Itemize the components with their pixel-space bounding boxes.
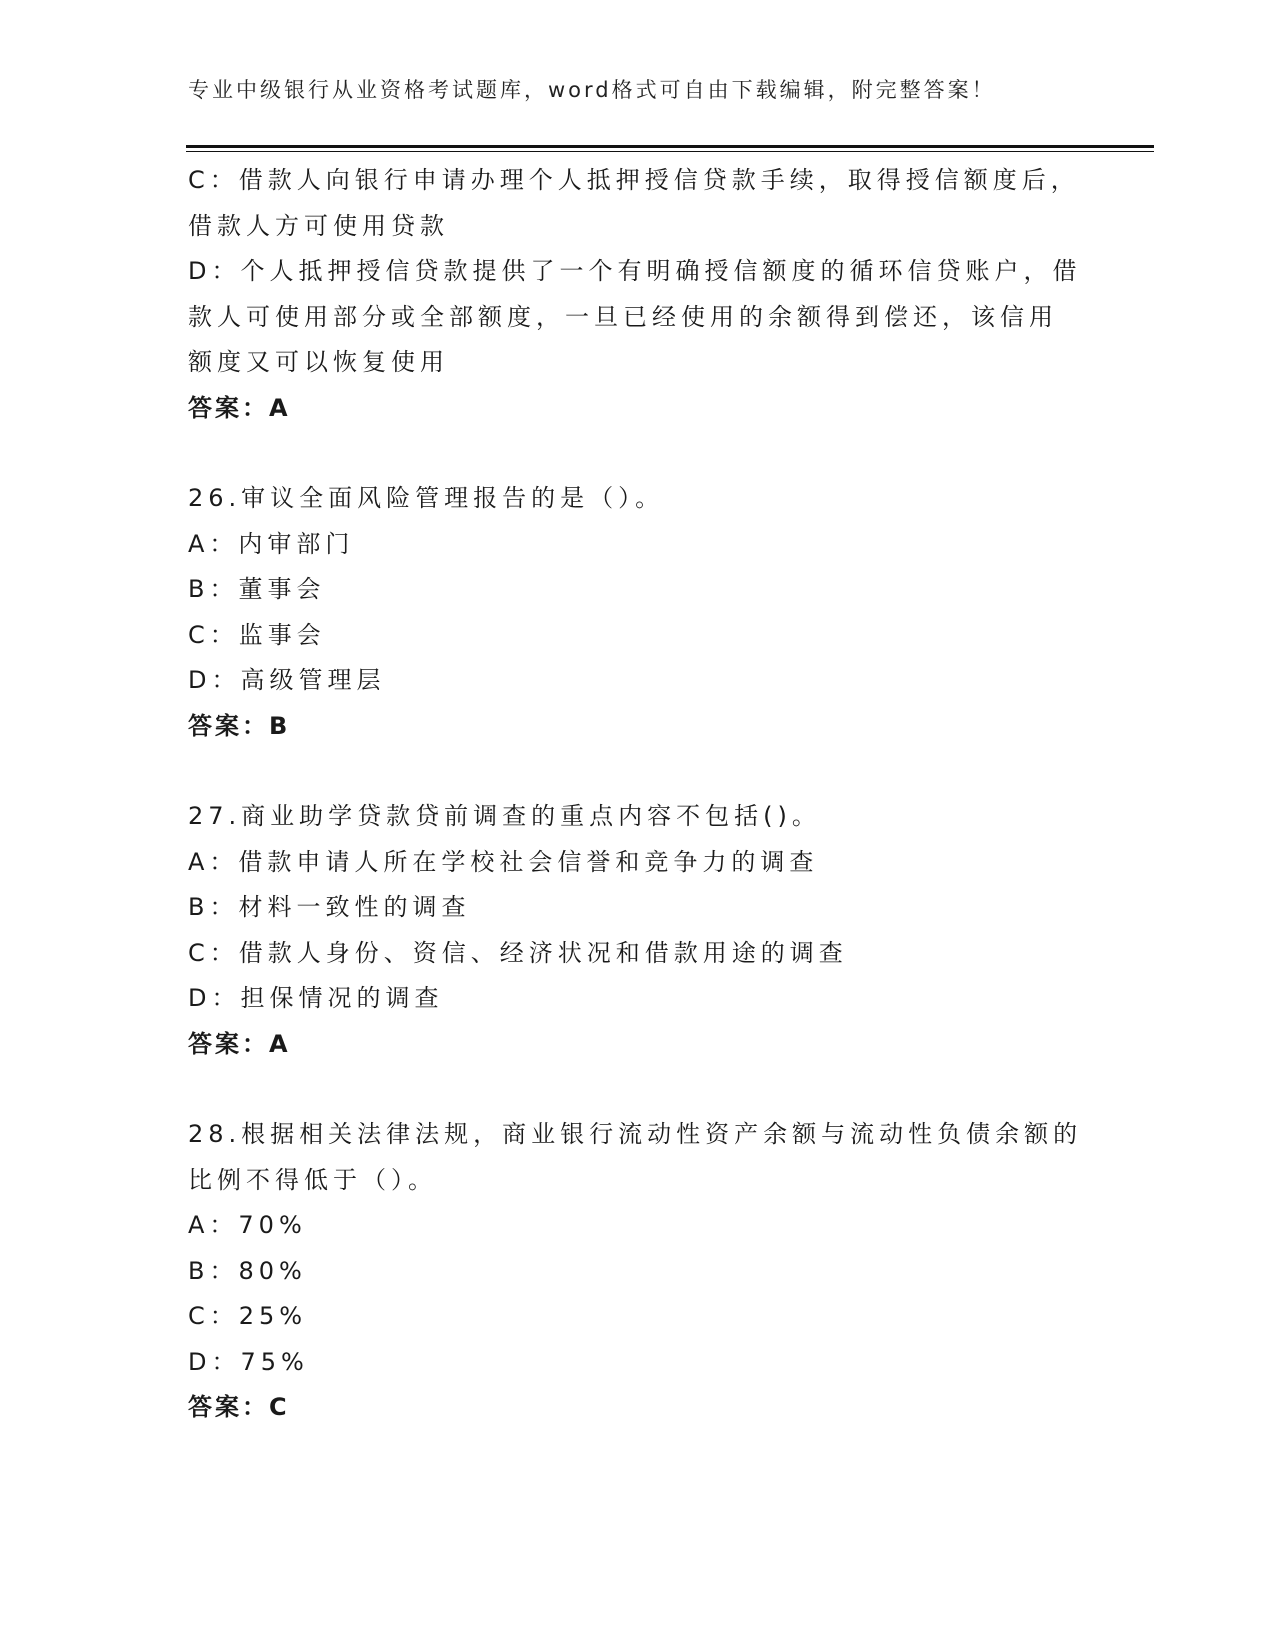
option-c: C：25%: [188, 1302, 308, 1330]
continued-question: [188, 158, 1088, 431]
option-a: A：70%: [188, 1211, 307, 1239]
option-d: D：高级管理层: [188, 666, 386, 694]
question-stem: 比例不得低于（）。: [188, 1165, 437, 1194]
answer: 答案：A: [188, 1029, 291, 1058]
option-b: B：材料一致性的调查: [188, 893, 471, 921]
question-26: [188, 476, 1088, 749]
question-stem: 28.根据相关法律法规，商业银行流动性资产余额与流动性负债余额的: [188, 1120, 1083, 1148]
option-a: A：借款申请人所在学校社会信誉和竞争力的调查: [188, 847, 819, 876]
question-stem: 27.商业助学贷款贷前调查的重点内容不包括()。: [188, 802, 821, 830]
option-c: C：借款人身份、资信、经济状况和借款用途的调查: [188, 938, 848, 967]
option-c-line: 借款人方可使用贷款: [188, 211, 449, 240]
page-header: 专业中级银行从业资格考试题库，word格式可自由下载编辑，附完整答案！: [188, 78, 996, 102]
answer: 答案：A: [188, 393, 291, 422]
header-rule-thin: [186, 151, 1154, 152]
question-stem: 26.审议全面风险管理报告的是（）。: [188, 484, 665, 512]
document-body: [188, 158, 1088, 1431]
answer: 答案：C: [188, 1393, 290, 1421]
answer: 答案：B: [188, 711, 291, 740]
option-b: B：80%: [188, 1256, 307, 1285]
option-d: D：75%: [188, 1347, 309, 1376]
option-b: B：董事会: [188, 575, 326, 603]
question-27: [188, 794, 1088, 1067]
option-c-line: C：借款人向银行申请办理个人抵押授信贷款手续，取得授信额度后，: [188, 166, 1080, 194]
option-d-line: D：个人抵押授信贷款提供了一个有明确授信额度的循环信贷账户，借: [188, 257, 1082, 285]
question-28: [188, 1112, 1088, 1431]
option-d: D：担保情况的调查: [188, 984, 444, 1012]
option-a: A：内审部门: [188, 529, 355, 558]
option-c: C：监事会: [188, 620, 326, 649]
option-d-line: 额度又可以恢复使用: [188, 348, 449, 376]
option-d-line: 款人可使用部分或全部额度，一旦已经使用的余额得到偿还，该信用: [188, 302, 1058, 331]
header-rule-thick: [186, 145, 1154, 148]
